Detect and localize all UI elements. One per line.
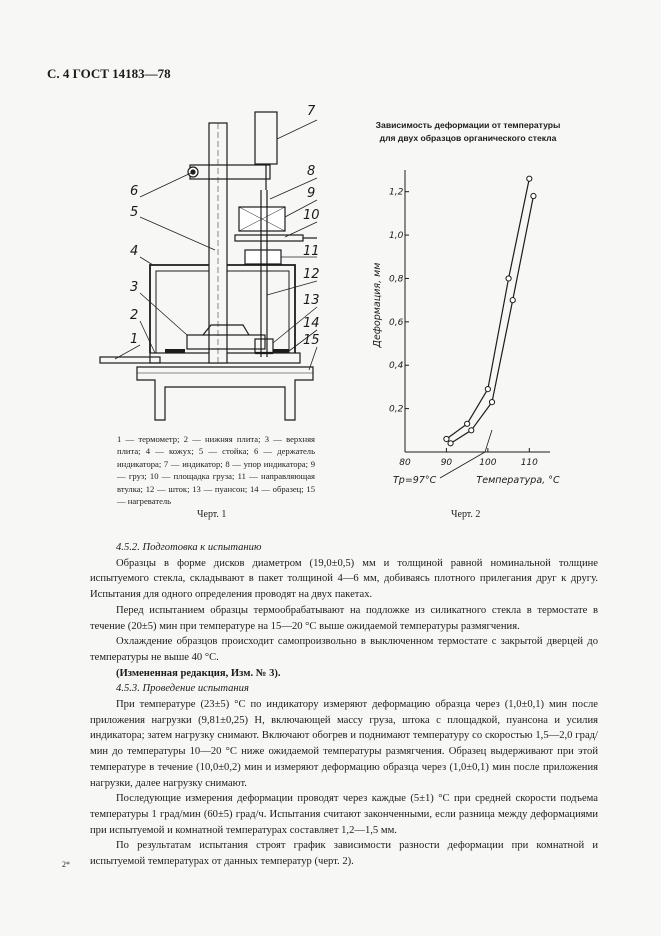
data-point (489, 400, 494, 405)
label-5: 5 (130, 205, 139, 220)
label-2: 2 (130, 308, 139, 323)
apparatus-drawing (95, 95, 325, 430)
label-13: 13 (303, 293, 320, 308)
data-point (469, 428, 474, 433)
x-tick-label: 90 (440, 458, 453, 468)
x-axis-label: Температура, °С (476, 475, 560, 486)
label-14: 14 (303, 316, 320, 331)
label-15: 15 (303, 333, 320, 348)
tp-tangent (485, 430, 492, 452)
paragraph: Охлаждение образцов происходит самопроизвольно в выключенном термостате с закрытой дверцей до температуры не выше 40 °С. (90, 636, 598, 663)
paragraph: Последующие измерения деформации проводят через каждые (5±1) °С при средней скорости подъема температуры 1 град/мин (60±5) град/ч. Испытания считают законченными, если разница между деформациями при испытуемой и комнатной температурах составляет 1,2—1,5 мм. (90, 793, 598, 836)
y-tick-label: 1,2 (389, 187, 404, 198)
label-6: 6 (130, 184, 139, 199)
data-point (448, 441, 453, 446)
label-10: 10 (303, 208, 320, 223)
tp-annotation: Tp=97°C (393, 475, 437, 486)
x-tick-label: 110 (520, 458, 538, 468)
section-title-4-5-3: 4.5.3. Проведение испытания (116, 683, 249, 695)
paragraph: При температуре (23±5) °С по индикатору измеряют деформацию образца через (1,0±0,1) мин после приложения нагрузки (9,81±0,25) Н, включающей массу груза, штока с площадкой, пуансона и усилия индикатора; затем нагрузку снимают. Включают обогрев и поднимают температуру со скоростью 1,5—2,0 град/мин до температуры 10—20 °С ниже ожидаемой температуры размягчения. Образец выдерживают при этой температуре в течение (10,0±0,2) мин и измеряют деформацию образца через (1,0±0,1) мин после приложения нагрузки, далее нагрузку снимают. (90, 699, 598, 789)
y-axis-label: Деформация, мм (372, 262, 383, 348)
chart-title (358, 119, 578, 145)
data-point (510, 298, 515, 303)
data-point (506, 276, 511, 281)
paragraph: Образцы в форме дисков диаметром (19,0±0,5) мм и толщиной равной номинальной толщине испытуемого стекла, складывают в пакет толщиной 4—6 мм, добиваясь плотного прилегания друг к другу. Испытания для одного определения проводят на двух пакетах. (90, 557, 598, 601)
chart-title-line1: Зависимость деформации от температуры (375, 120, 561, 130)
y-tick-label: 1,0 (389, 231, 404, 242)
label-11: 11 (303, 244, 320, 259)
data-point (527, 176, 532, 181)
paragraph: По результатам испытания строят график зависимости разности деформации при комнатной и испытуемой температурах от данных температур (черт. 2). (90, 840, 598, 868)
figure1-legend: 1 — термометр; 2 — нижняя плита; 3 — верхняя плита; 4 — кожух; 5 — стойка; 6 — держатель индикатора; 7 — индикатор; 8 — упор индикатора; 9 — груз; 10 — площадка груза; 11 — направляющая втулка; 12 — шток; 13 — пуансон; 14 — образец; 15 — нагреватель (117, 434, 315, 507)
section-4-5-2 (90, 540, 598, 870)
figure2-caption: Черт. 2 (451, 509, 481, 520)
section-title-4-5-2: 4.5.2. Подготовка к испытанию (116, 542, 262, 553)
label-9: 9 (307, 186, 316, 201)
edition-note: (Измененная редакция, Изм. № 3). (116, 667, 281, 679)
deformation-chart (360, 160, 560, 490)
chart-title-line2: для двух образцов органического стекла (379, 133, 557, 143)
y-tick-label: 0,2 (389, 404, 404, 415)
x-tick-label: 80 (399, 458, 411, 468)
series-line-1 (446, 179, 529, 439)
page-header: С. 4 ГОСТ 14183—78 (47, 66, 171, 81)
label-1: 1 (130, 332, 139, 347)
label-4: 4 (130, 244, 139, 259)
page-number: 2* (62, 860, 70, 869)
label-3: 3 (130, 280, 139, 295)
y-tick-label: 0,4 (389, 361, 404, 372)
figure1-caption: Черт. 1 (197, 509, 227, 520)
y-tick-label: 0,6 (389, 317, 404, 328)
x-tick-label: 100 (479, 458, 497, 468)
label-7: 7 (307, 104, 316, 119)
label-12: 12 (303, 267, 320, 282)
data-point (531, 193, 536, 198)
data-point (485, 386, 490, 391)
label-8: 8 (307, 164, 316, 179)
data-point (465, 421, 470, 426)
series-line-2 (451, 196, 534, 443)
y-tick-label: 0,8 (389, 274, 404, 285)
data-point (444, 436, 449, 441)
paragraph: Перед испытанием образцы термообрабатывают на подложке из силикатного стекла в термостате в течение (20±5) мин при температуре на 15—20 °С выше ожидаемой температуры размягчения. (90, 604, 598, 632)
